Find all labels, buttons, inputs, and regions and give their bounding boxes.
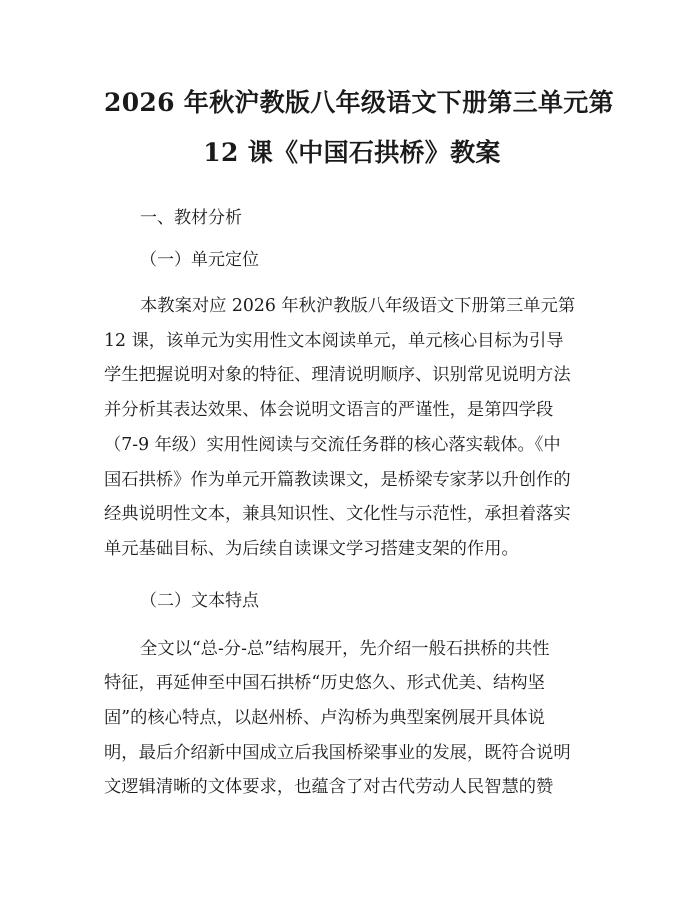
paragraph-line: 明，最后介绍新中国成立后我国桥梁事业的发展，既符合说明 (104, 742, 571, 763)
paragraph-line: 并分析其表达效果、体会说明文语言的严谨性，是第四学段 (104, 400, 554, 421)
title-line-2: 12 课《中国石拱桥》教案 (203, 138, 501, 167)
paragraph-line: 全文以“总-分-总”结构展开，先介绍一般石拱桥的共性 (140, 638, 550, 659)
paragraph-line: 本教案对应 2026 年秋沪教版八年级语文下册第三单元第 (140, 296, 576, 316)
paragraph-text-features (104, 632, 600, 806)
subsection-heading-unit-positioning: （一）单元定位 (140, 250, 259, 270)
document-title (104, 0, 614, 178)
paragraph-unit-positioning (104, 289, 600, 567)
paragraph-line: 国石拱桥》作为单元开篇教读课文，是桥梁专家茅以升创作的 (104, 469, 571, 490)
subsection-heading-text-features: （二）文本特点 (140, 590, 259, 611)
paragraph-line: 单元基础目标、为后续自读课文学习搭建支架的作用。 (104, 538, 519, 559)
paragraph-line: 12 课，该单元为实用性文本阅读单元，单元核心目标为引导 (104, 330, 564, 351)
paragraph-line: 学生把握说明对象的特征、理清说明顺序、识别常见说明方法 (104, 365, 571, 386)
paragraph-line: （7-9 年级）实用性阅读与交流任务群的核心落实载体。《中 (104, 434, 561, 455)
paragraph-line: 文逻辑清晰的文体要求，也蕴含了对古代劳动人民智慧的赞 (104, 777, 554, 798)
paragraph-line: 特征，再延伸至中国石拱桥“历史悠久、形式优美、结构坚 (104, 673, 545, 694)
section-heading-textbook-analysis: 一、教材分析 (140, 208, 242, 228)
paragraph-line: 经典说明性文本，兼具知识性、文化性与示范性，承担着落实 (104, 504, 571, 525)
title-line-1: 2026 年秋沪教版八年级语文下册第三单元第 (104, 88, 614, 117)
paragraph-line: 固”的核心特点，以赵州桥、卢沟桥为典型案例展开具体说 (104, 708, 545, 729)
